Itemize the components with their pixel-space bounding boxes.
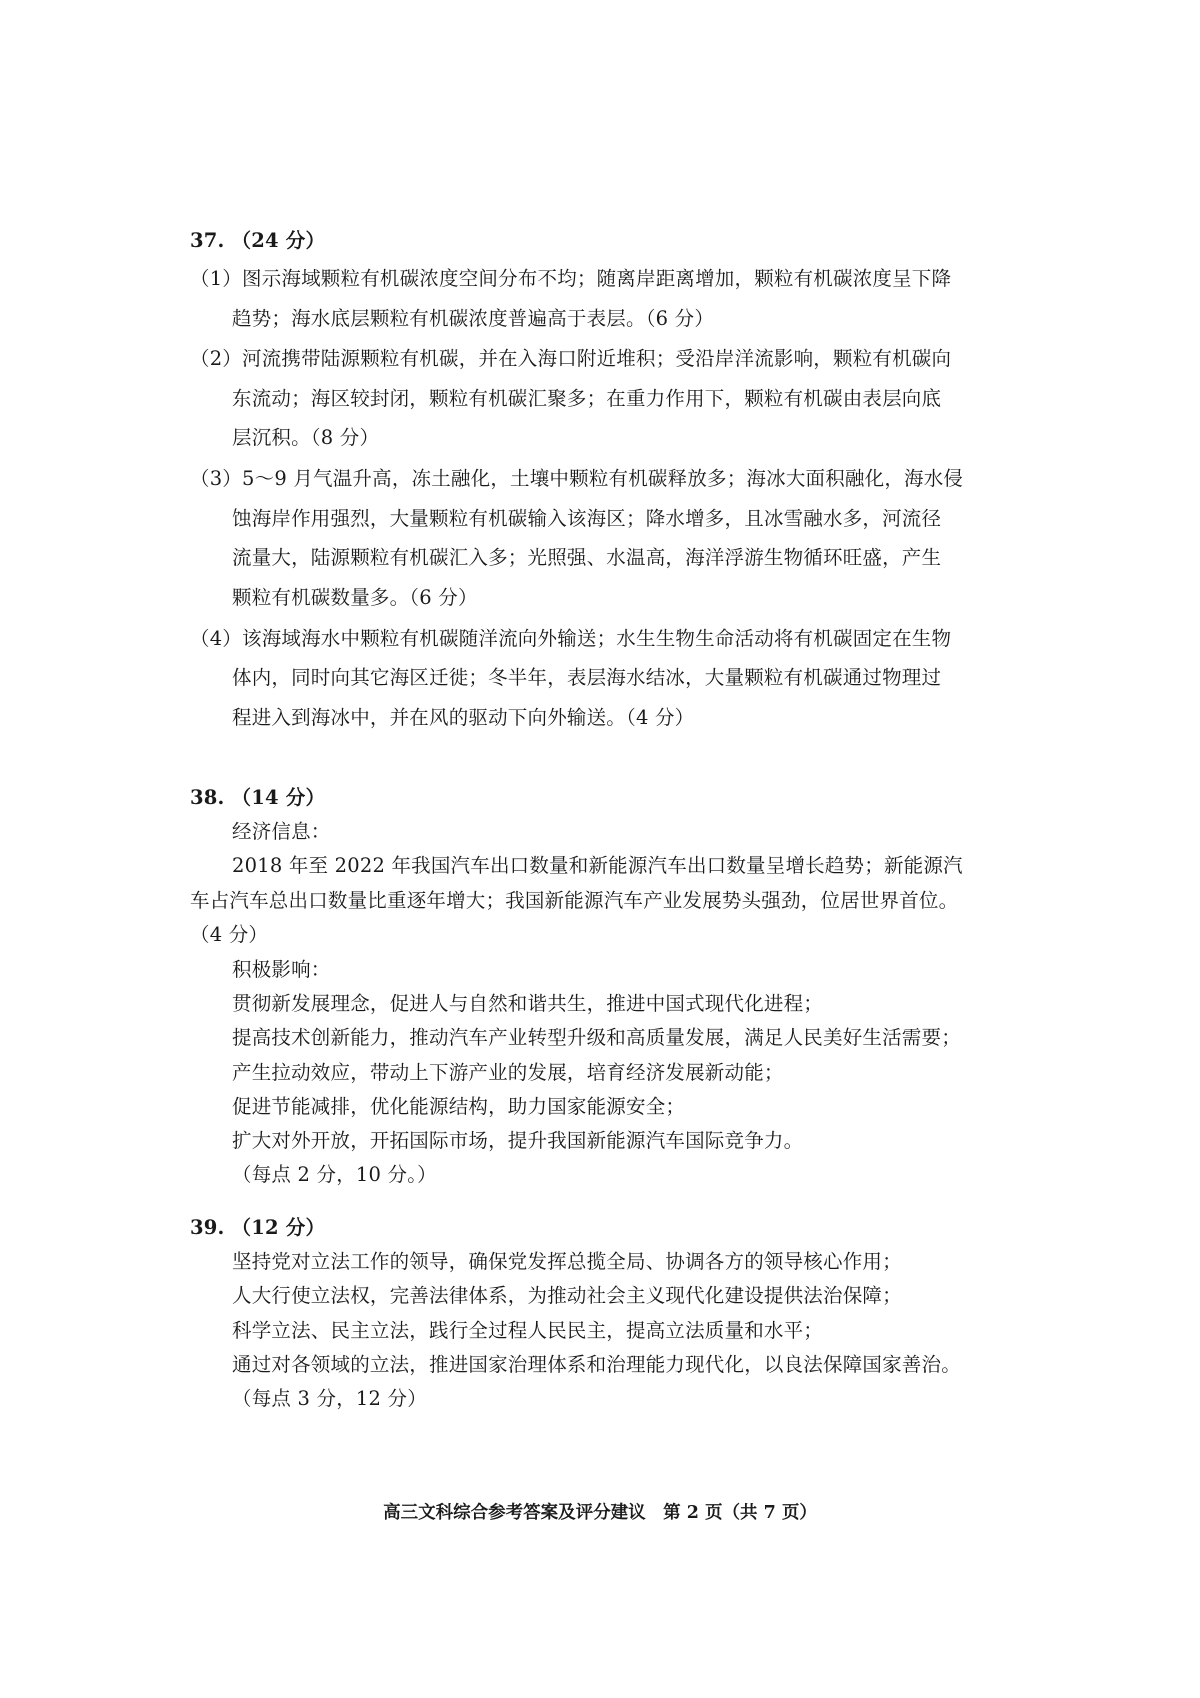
q38-econ-line1: 2018 年至 2022 年我国汽车出口数量和新能源汽车出口数量呈增长趋势；新能源汽 bbox=[232, 854, 963, 877]
q38-heading: 38. （14 分） bbox=[190, 786, 326, 809]
q38-impact-2: 提高技术创新能力，推动汽车产业转型升级和高质量发展，满足人民美好生活需要； bbox=[232, 1026, 961, 1049]
q38-impact-5: 扩大对外开放，开拓国际市场，提升我国新能源汽车国际竞争力。 bbox=[232, 1129, 804, 1152]
q39-score: （每点 3 分，12 分） bbox=[232, 1387, 427, 1410]
q39-point-3: 科学立法、民主立法，践行全过程人民民主，提高立法质量和水平； bbox=[232, 1319, 824, 1342]
q38-impact-label: 积极影响： bbox=[232, 958, 331, 981]
q37-part1-line1: （1）图示海域颗粒有机碳浓度空间分布不均；随离岸距离增加，颗粒有机碳浓度呈下降 bbox=[190, 267, 952, 290]
q37-part2-line2: 东流动；海区较封闭，颗粒有机碳汇聚多；在重力作用下，颗粒有机碳由表层向底 bbox=[232, 387, 942, 410]
q37-part3-line1: （3）5～9 月气温升高，冻土融化，土壤中颗粒有机碳释放多；海冰大面积融化，海水侵 bbox=[190, 467, 964, 490]
q39-heading: 39. （12 分） bbox=[190, 1216, 326, 1239]
q37-part3-line4: 颗粒有机碳数量多。（6 分） bbox=[232, 586, 478, 609]
q38-econ-label: 经济信息： bbox=[232, 820, 331, 843]
q37-part3-line2: 蚀海岸作用强烈，大量颗粒有机碳输入该海区；降水增多，且冰雪融水多，河流径 bbox=[232, 507, 942, 530]
q38-econ-line2: 车占汽车总出口数量比重逐年增大；我国新能源汽车产业发展势头强劲，位居世界首位。 bbox=[190, 889, 959, 912]
q37-part2-line1: （2）河流携带陆源颗粒有机碳，并在入海口附近堆积；受沿岸洋流影响，颗粒有机碳向 bbox=[190, 347, 952, 370]
q38-impact-1: 贯彻新发展理念，促进人与自然和谐共生，推进中国式现代化进程； bbox=[232, 992, 824, 1015]
q39-point-2: 人大行使立法权，完善法律体系，为推动社会主义现代化建设提供法治保障； bbox=[232, 1284, 902, 1307]
q38-impact-3: 产生拉动效应，带动上下游产业的发展，培育经济发展新动能； bbox=[232, 1061, 784, 1084]
q38-impact-4: 促进节能减排，优化能源结构，助力国家能源安全； bbox=[232, 1095, 686, 1118]
q37-part1-line2: 趋势；海水底层颗粒有机碳浓度普遍高于表层。（6 分） bbox=[232, 307, 715, 330]
q37-part4-line3: 程进入到海冰中，并在风的驱动下向外输送。（4 分） bbox=[232, 706, 695, 729]
q37-part4-line1: （4）该海域海水中颗粒有机碳随洋流向外输送；水生生物生命活动将有机碳固定在生物 bbox=[190, 627, 952, 650]
page-footer: 高三文科综合参考答案及评分建议 第 2 页（共 7 页） bbox=[383, 1503, 817, 1523]
q39-point-1: 坚持党对立法工作的领导，确保党发挥总揽全局、协调各方的领导核心作用； bbox=[232, 1250, 902, 1273]
q37-part3-line3: 流量大，陆源颗粒有机碳汇入多；光照强、水温高，海洋浮游生物循环旺盛，产生 bbox=[232, 546, 942, 569]
q37-heading: 37. （24 分） bbox=[190, 229, 326, 252]
q38-score: （每点 2 分，10 分。） bbox=[232, 1163, 437, 1186]
q38-econ-score: （4 分） bbox=[190, 923, 269, 946]
q37-part4-line2: 体内，同时向其它海区迁徙；冬半年，表层海水结冰，大量颗粒有机碳通过物理过 bbox=[232, 666, 942, 689]
q37-part2-line3: 层沉积。（8 分） bbox=[232, 426, 380, 449]
q39-point-4: 通过对各领域的立法，推进国家治理体系和治理能力现代化，以良法保障国家善治。 bbox=[232, 1353, 961, 1376]
